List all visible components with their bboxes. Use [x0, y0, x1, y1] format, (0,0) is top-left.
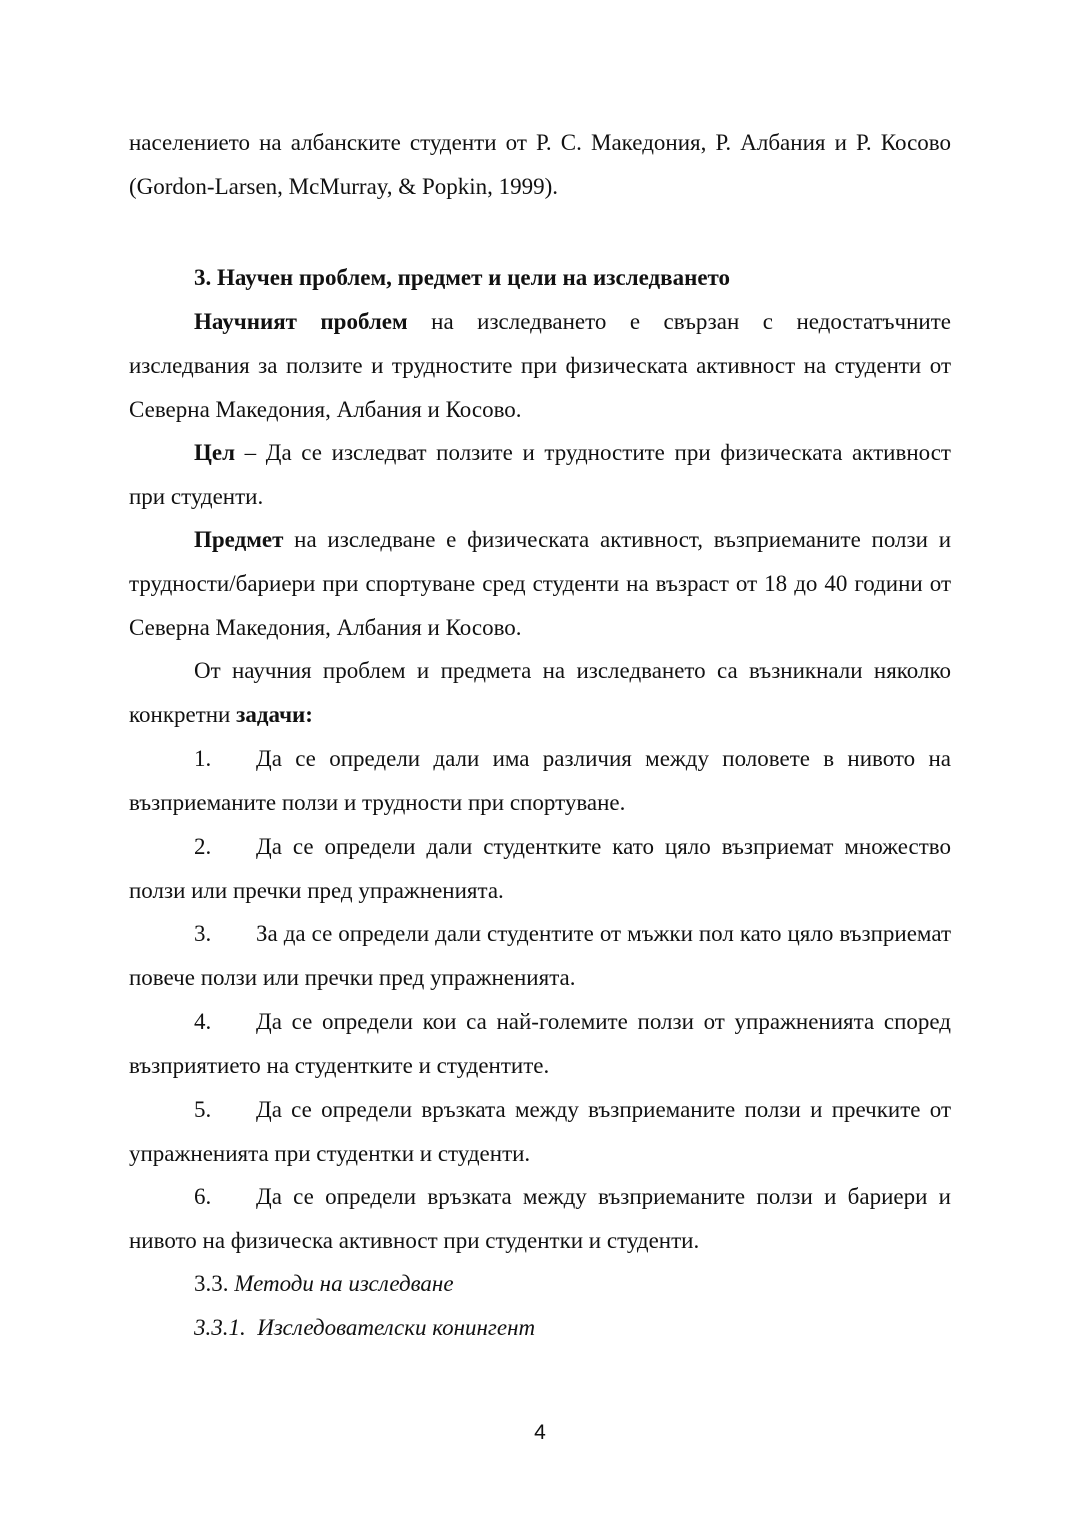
task-text: Да се определи дали студентките като цяло възприемат множество ползи или пречки пред упражненията.	[129, 834, 951, 903]
page-number: 4	[534, 1421, 546, 1444]
contingent-number: 3.3.1.	[194, 1315, 246, 1340]
task-item	[129, 737, 951, 825]
task-number: 6.	[194, 1184, 212, 1209]
task-item	[129, 825, 951, 913]
methods-title: Методи на изследване	[234, 1271, 454, 1296]
task-text: Да се определи връзката между възприеманите ползи и пречките от упражненията при студентки и студенти.	[129, 1097, 951, 1166]
task-number: 2.	[194, 834, 212, 859]
task-number: 5.	[194, 1097, 212, 1122]
task-text: За да се определи дали студентите от мъжки пол като цяло възприемат повече ползи или пречки пред упражненията.	[129, 921, 951, 990]
problem-paragraph	[129, 300, 951, 431]
tasks-label: задачи:	[236, 701, 313, 727]
tasks-intro-paragraph	[129, 649, 951, 737]
methods-heading	[194, 1262, 454, 1306]
goal-text: – Да се изследват ползите и трудностите при физическата активност при студенти.	[129, 440, 951, 509]
section-heading: 3. Научен проблем, предмет и цели на изследването	[194, 265, 731, 290]
task-text: Да се определи връзката между възприеманите ползи и бариери и нивото на физическа активност при студентки и студенти.	[129, 1184, 951, 1253]
problem-text: на изследването е свързан с недостатъчните изследвания за ползите и трудностите при физическата активност на студенти от Северна Македония, Албания и Косово.	[129, 309, 951, 422]
task-item	[129, 1175, 951, 1263]
subject-label: Предмет	[194, 527, 284, 552]
task-number: 3.	[194, 921, 212, 946]
tasks-intro-text: От научния проблем и предмета на изследването са възникнали няколко конкретни	[129, 658, 951, 727]
goal-paragraph	[129, 431, 951, 519]
task-item	[129, 1000, 951, 1088]
task-number: 1.	[194, 746, 212, 771]
task-text: Да се определи кои са най-големите ползи от упражненията според възприятието на студентките и студентите.	[129, 1009, 951, 1078]
methods-number: 3.3.	[194, 1271, 235, 1296]
contingent-title: Изследователски конингент	[245, 1315, 536, 1340]
problem-label: Научният проблем	[194, 309, 408, 334]
intro-paragraph: населението на албанските студенти от Р. С. Македония, Р. Албания и Р. Косово (Gordon-Larsen, McMurray, & Popkin, 1999).	[129, 130, 951, 199]
task-text: Да се определи дали има различия между половете в нивото на възприеманите ползи и трудности при спортуване.	[129, 746, 951, 815]
goal-label: Цел	[194, 440, 236, 465]
contingent-heading	[194, 1306, 535, 1350]
subject-paragraph	[129, 518, 951, 649]
task-item	[129, 1088, 951, 1176]
task-item	[129, 912, 951, 1000]
subject-text: на изследване е физическата активност, възприеманите ползи и трудности/бариери при спортуване сред студенти на възраст от 18 до 40 години от Северна Македония, Албания и Косово.	[129, 527, 951, 640]
task-number: 4.	[194, 1009, 212, 1034]
